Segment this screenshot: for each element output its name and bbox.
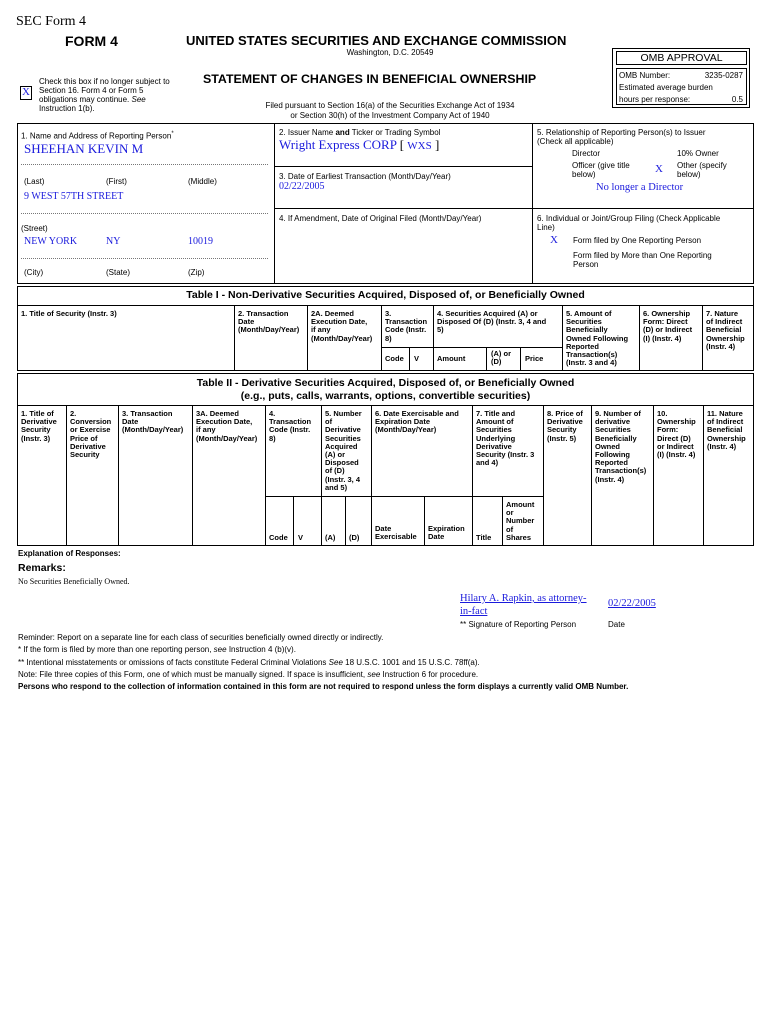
- issuer-ticker: WXS: [407, 140, 432, 152]
- city-label: (City): [24, 268, 44, 277]
- t1-sub-code: Code: [385, 354, 404, 363]
- omb-number-label: OMB Number:: [619, 71, 671, 80]
- last-label: (Last): [24, 177, 45, 186]
- t1-col-ownership-form: 6. Ownership Form: Direct (D) or Indirect (I) (Instr. 4): [643, 309, 693, 343]
- t1-col-amount-owned: 5. Amount of Securities Beneficially Owned Following Reported Transaction(s) (Instr. 3 and 4): [566, 309, 629, 368]
- t1-col-securities-acquired: 4. Securities Acquired (A) or Disposed Of (D) (Instr. 3, 4 and 5): [437, 309, 547, 335]
- earliest-transaction-label: 3. Date of Earliest Transaction (Month/Day/Year): [279, 172, 451, 181]
- t2-sub-d: (D): [349, 533, 360, 542]
- reporting-person-label: 1. Name and Address of Reporting Person*: [21, 131, 174, 141]
- t1-sub-a-or-d: (A) or (D): [491, 349, 511, 367]
- signature: Hilary A. Rapkin, as attorney- in-fact: [460, 593, 587, 617]
- t2-col-number-owned: 9. Number of derivative Securities Beneficially Owned Following Reported Transaction(s) (Instr. 4): [595, 409, 647, 484]
- table-2-title: Table II - Derivative Securities Acquired, Disposed of, or Beneficially Owned (e.g., puts, calls, warrants, options, convertible securities): [196, 377, 575, 402]
- relationship-label: 5. Relationship of Reporting Person(s) to Issuer (Check all applicable): [537, 128, 706, 146]
- ten-percent-option: 10% Owner: [677, 149, 719, 158]
- t2-sub-a: (A): [325, 533, 336, 542]
- officer-option: Officer (give title below): [572, 161, 630, 179]
- omb-title: OMB APPROVAL: [640, 52, 723, 64]
- t2-sub-amount-shares: Amount or Number of Shares: [506, 500, 535, 542]
- issuer-name: Wright Express CORP: [279, 137, 397, 152]
- statement-title: STATEMENT OF CHANGES IN BENEFICIAL OWNERSHIP: [203, 72, 537, 86]
- t2-col-title-amount: 7. Title and Amount of Securities Underlying Derivative Security (Instr. 3 and 4): [476, 409, 535, 468]
- filing-check-mark: X: [550, 234, 558, 246]
- t2-sub-code: Code: [269, 533, 288, 542]
- middle-label: (Middle): [188, 177, 217, 186]
- t2-col-date-exercisable: 6. Date Exercisable and Expiration Date (Month/Day/Year): [375, 409, 459, 435]
- t1-col-deemed-date: 2A. Deemed Execution Date, if any (Month/Day/Year): [311, 309, 373, 343]
- first-label: (First): [106, 177, 127, 186]
- zip-value: 10019: [188, 236, 213, 247]
- t2-col-price: 8. Price of Derivative Security (Instr. 5): [547, 409, 583, 443]
- city-value: NEW YORK: [24, 236, 78, 247]
- omb-hours-label: hours per response:: [619, 95, 691, 104]
- state-value: NY: [106, 236, 121, 247]
- t1-col-title-of-security: 1. Title of Security (Instr. 3): [21, 309, 117, 318]
- state-label: (State): [106, 268, 131, 277]
- t1-col-transaction-code: 3. Transaction Code (Instr. 8): [385, 309, 428, 343]
- t2-col-number-derivative: 5. Number of Derivative Securities Acquired (A) or Disposed of (D) (Instr. 3, 4 and 5): [325, 409, 362, 492]
- sec-form-label: SEC Form 4: [16, 14, 87, 29]
- street-label: (Street): [21, 224, 48, 233]
- t1-sub-amount: Amount: [437, 354, 466, 363]
- explanation-label: Explanation of Responses:: [18, 549, 121, 558]
- omb-hours: 0.5: [731, 95, 743, 104]
- date-label: Date: [608, 620, 625, 629]
- t2-col-transaction-date: 3. Transaction Date (Month/Day/Year): [122, 409, 184, 435]
- filing-one-person: Form filed by One Reporting Person: [573, 236, 702, 245]
- officer-title: No longer a Director: [596, 182, 684, 193]
- omb-details: [616, 68, 747, 105]
- t1-col-nature-ownership: 7. Nature of Indirect Beneficial Ownership (Instr. 4): [706, 309, 745, 351]
- t1-col-transaction-date: 2. Transaction Date (Month/Day/Year): [238, 309, 300, 335]
- director-option: Director: [572, 149, 601, 158]
- remarks-text: No Securities Beneficially Owned.: [18, 577, 130, 586]
- form-title: FORM 4: [65, 33, 118, 49]
- filing-label: 6. Individual or Joint/Group Filing (Check Applicable Line): [537, 214, 721, 232]
- commission-city: Washington, D.C. 20549: [346, 48, 434, 57]
- omb-title-box: [616, 51, 747, 65]
- signature-label: ** Signature of Reporting Person: [460, 620, 577, 629]
- section16-checkbox[interactable]: [20, 86, 32, 100]
- zip-label: (Zip): [188, 268, 205, 277]
- omb-burden-label: Estimated average burden: [619, 83, 713, 92]
- t2-sub-title: Title: [476, 533, 492, 542]
- filing-more-persons: Form filed by More than One Reporting Person: [573, 251, 712, 269]
- t2-col-ownership-form: 10. Ownership Form: Direct (D) or Indirect (I) (Instr. 4): [657, 409, 696, 460]
- earliest-transaction-date: 02/22/2005: [279, 181, 325, 192]
- signature-date: 02/22/2005: [608, 598, 656, 609]
- section16-check-mark: X: [22, 86, 30, 98]
- t2-sub-date-exercisable: Date Exercisable: [375, 524, 417, 542]
- t2-sub-v: V: [298, 533, 304, 542]
- issuer-value: Wright Express CORP [ WXS ]: [279, 137, 440, 152]
- amendment-label: 4. If Amendment, Date of Original Filed (Month/Day/Year): [279, 214, 482, 223]
- issuer-label: 2. Issuer Name and Ticker or Trading Symbol: [279, 128, 441, 137]
- footnote-single: * If the form is filed by more than one reporting person, see Instruction 4 (b)(v).: [18, 645, 296, 655]
- reminder-note: Reminder: Report on a separate line for each class of securities beneficially owned directly or indirectly.: [18, 633, 384, 642]
- reporting-person-name: SHEEHAN KEVIN M: [24, 141, 144, 156]
- filed-pursuant: Filed pursuant to Section 16(a) of the Securities Exchange Act of 1934 or Section 30(h) of the Investment Company Act of 1940: [265, 101, 515, 120]
- remarks-label: Remarks:: [18, 562, 66, 574]
- footnote-double: ** Intentional misstatements or omissions of facts constitute Federal Criminal Violations See 18 U.S.C. 1001 and 15 U.S.C. 78ff(a).: [18, 657, 480, 667]
- t1-sub-price: Price: [525, 354, 544, 363]
- officer-check-mark: X: [655, 163, 663, 175]
- t2-sub-expiration: Expiration Date: [428, 524, 465, 542]
- footnotes: [18, 632, 628, 693]
- omb-disclaimer: Persons who respond to the collection of information contained in this form are not required to respond unless the form displays a currently valid OMB Number.: [18, 682, 629, 692]
- t2-col-title: 1. Title of Derivative Security (Instr. 3): [21, 409, 57, 443]
- table-1-title: Table I - Non-Derivative Securities Acquired, Disposed of, or Beneficially Owned: [186, 289, 585, 301]
- section16-text: Check this box if no longer subject to Section 16. Form 4 or Form 5 obligations may continue. See Instruction 1(b).: [39, 77, 170, 113]
- t2-col-conversion: 2. Conversion or Exercise Price of Derivative Security: [70, 409, 112, 460]
- footnote-copies: Note: File three copies of this Form, one of which must be manually signed. If space is insufficient, see Instruction 6 for procedure.: [18, 669, 479, 679]
- t1-sub-v: V: [414, 354, 420, 363]
- omb-number: 3235-0287: [704, 71, 743, 80]
- commission-title: UNITED STATES SECURITIES AND EXCHANGE COMMISSION: [186, 33, 567, 48]
- t2-col-nature-ownership: 11. Nature of Indirect Beneficial Ownership (Instr. 4): [707, 409, 746, 451]
- other-option: Other (specify below): [677, 161, 727, 179]
- t2-col-deemed-date: 3A. Deemed Execution Date, if any (Month/Day/Year): [196, 409, 258, 443]
- street-address: 9 WEST 57TH STREET: [24, 191, 124, 202]
- t2-col-transaction-code: 4. Transaction Code (Instr. 8): [269, 409, 312, 443]
